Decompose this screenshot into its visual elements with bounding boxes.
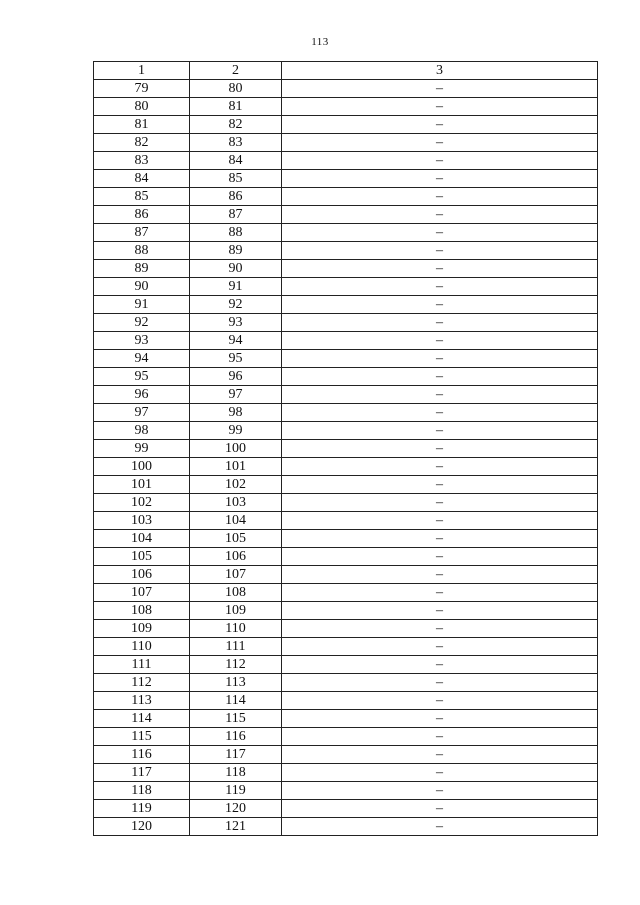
table-cell-col-3: – — [282, 494, 598, 512]
table-row — [94, 242, 598, 260]
table-row — [94, 116, 598, 134]
table-row — [94, 548, 598, 566]
table-cell-col-1: 82 — [94, 134, 190, 152]
table-row — [94, 566, 598, 584]
table-cell-col-1: 94 — [94, 350, 190, 368]
table-cell-col-1: 102 — [94, 494, 190, 512]
table-cell-col-2: 109 — [190, 602, 282, 620]
table-cell-col-3: – — [282, 206, 598, 224]
table-cell-col-1: 100 — [94, 458, 190, 476]
table-cell-col-1: 80 — [94, 98, 190, 116]
table-row — [94, 98, 598, 116]
table-cell-col-1: 109 — [94, 620, 190, 638]
table-cell-col-1: 83 — [94, 152, 190, 170]
table-cell-col-3: – — [282, 710, 598, 728]
table-cell-col-2: 113 — [190, 674, 282, 692]
table-row — [94, 80, 598, 98]
table-cell-col-3: – — [282, 620, 598, 638]
table-cell-col-2: 104 — [190, 512, 282, 530]
table-cell-col-1: 81 — [94, 116, 190, 134]
table-cell-col-2: 89 — [190, 242, 282, 260]
table-cell-col-1: 90 — [94, 278, 190, 296]
table-cell-col-3: – — [282, 116, 598, 134]
table-cell-col-3: – — [282, 170, 598, 188]
table-cell-col-3: – — [282, 692, 598, 710]
column-header-3: 3 — [282, 62, 598, 80]
table-cell-col-3: – — [282, 458, 598, 476]
table-row — [94, 602, 598, 620]
table-cell-col-3: – — [282, 548, 598, 566]
table-row — [94, 764, 598, 782]
table-row — [94, 710, 598, 728]
table-row — [94, 170, 598, 188]
table-row — [94, 404, 598, 422]
table-cell-col-1: 111 — [94, 656, 190, 674]
table-cell-col-1: 97 — [94, 404, 190, 422]
table-cell-col-2: 97 — [190, 386, 282, 404]
table-cell-col-2: 85 — [190, 170, 282, 188]
data-table — [93, 61, 598, 836]
table-row — [94, 692, 598, 710]
table-cell-col-3: – — [282, 602, 598, 620]
table-cell-col-2: 82 — [190, 116, 282, 134]
table-cell-col-2: 84 — [190, 152, 282, 170]
table-cell-col-2: 96 — [190, 368, 282, 386]
table-cell-col-2: 106 — [190, 548, 282, 566]
table-cell-col-1: 88 — [94, 242, 190, 260]
table-cell-col-2: 117 — [190, 746, 282, 764]
table-cell-col-1: 114 — [94, 710, 190, 728]
table-cell-col-2: 95 — [190, 350, 282, 368]
table-row — [94, 332, 598, 350]
table-cell-col-2: 118 — [190, 764, 282, 782]
table-cell-col-1: 115 — [94, 728, 190, 746]
table-cell-col-1: 87 — [94, 224, 190, 242]
table-row — [94, 782, 598, 800]
column-header-2: 2 — [190, 62, 282, 80]
table-cell-col-1: 91 — [94, 296, 190, 314]
table-cell-col-2: 103 — [190, 494, 282, 512]
table-cell-col-2: 120 — [190, 800, 282, 818]
table-header — [94, 62, 598, 80]
table-cell-col-2: 112 — [190, 656, 282, 674]
table-cell-col-3: – — [282, 332, 598, 350]
table-cell-col-2: 121 — [190, 818, 282, 836]
table-row — [94, 512, 598, 530]
table-cell-col-2: 87 — [190, 206, 282, 224]
table-cell-col-2: 90 — [190, 260, 282, 278]
table-cell-col-3: – — [282, 152, 598, 170]
table-cell-col-3: – — [282, 566, 598, 584]
table-row — [94, 224, 598, 242]
table-cell-col-2: 98 — [190, 404, 282, 422]
table-cell-col-2: 100 — [190, 440, 282, 458]
table-cell-col-3: – — [282, 476, 598, 494]
table-cell-col-2: 91 — [190, 278, 282, 296]
table-cell-col-3: – — [282, 188, 598, 206]
table-cell-col-1: 89 — [94, 260, 190, 278]
table-cell-col-3: – — [282, 674, 598, 692]
table-row — [94, 656, 598, 674]
table-row — [94, 260, 598, 278]
table-row — [94, 368, 598, 386]
table-cell-col-1: 119 — [94, 800, 190, 818]
table-cell-col-3: – — [282, 98, 598, 116]
table-row — [94, 152, 598, 170]
table-cell-col-2: 110 — [190, 620, 282, 638]
table-cell-col-1: 98 — [94, 422, 190, 440]
table-row — [94, 620, 598, 638]
table-cell-col-1: 93 — [94, 332, 190, 350]
table-cell-col-2: 114 — [190, 692, 282, 710]
table-cell-col-3: – — [282, 800, 598, 818]
table-row — [94, 674, 598, 692]
table-row — [94, 800, 598, 818]
table-cell-col-2: 81 — [190, 98, 282, 116]
header-row — [94, 62, 598, 80]
table-cell-col-2: 94 — [190, 332, 282, 350]
table-cell-col-1: 110 — [94, 638, 190, 656]
table-cell-col-3: – — [282, 656, 598, 674]
table-cell-col-2: 93 — [190, 314, 282, 332]
table-cell-col-1: 116 — [94, 746, 190, 764]
table-cell-col-1: 103 — [94, 512, 190, 530]
table-cell-col-3: – — [282, 134, 598, 152]
table-row — [94, 494, 598, 512]
table-cell-col-3: – — [282, 440, 598, 458]
table-cell-col-3: – — [282, 296, 598, 314]
table-cell-col-3: – — [282, 80, 598, 98]
table-cell-col-3: – — [282, 764, 598, 782]
table-cell-col-2: 115 — [190, 710, 282, 728]
table-cell-col-3: – — [282, 782, 598, 800]
table-cell-col-1: 120 — [94, 818, 190, 836]
table-row — [94, 818, 598, 836]
table-cell-col-1: 112 — [94, 674, 190, 692]
table-cell-col-3: – — [282, 224, 598, 242]
table-cell-col-2: 116 — [190, 728, 282, 746]
table-cell-col-3: – — [282, 386, 598, 404]
table-row — [94, 188, 598, 206]
page-number: 113 — [311, 36, 329, 48]
table-row — [94, 386, 598, 404]
table-cell-col-2: 86 — [190, 188, 282, 206]
table-cell-col-1: 105 — [94, 548, 190, 566]
table-row — [94, 350, 598, 368]
table-cell-col-1: 106 — [94, 566, 190, 584]
table-row — [94, 314, 598, 332]
table-cell-col-1: 96 — [94, 386, 190, 404]
table-cell-col-1: 79 — [94, 80, 190, 98]
table-cell-col-1: 113 — [94, 692, 190, 710]
table-cell-col-3: – — [282, 260, 598, 278]
table-cell-col-3: – — [282, 728, 598, 746]
table-cell-col-2: 101 — [190, 458, 282, 476]
table-row — [94, 422, 598, 440]
table-cell-col-3: – — [282, 422, 598, 440]
table-cell-col-3: – — [282, 530, 598, 548]
table-cell-col-1: 101 — [94, 476, 190, 494]
table-cell-col-2: 107 — [190, 566, 282, 584]
table-row — [94, 746, 598, 764]
table-cell-col-1: 118 — [94, 782, 190, 800]
table-cell-col-2: 105 — [190, 530, 282, 548]
table-cell-col-3: – — [282, 278, 598, 296]
table-cell-col-3: – — [282, 746, 598, 764]
table-cell-col-1: 108 — [94, 602, 190, 620]
table-body — [94, 80, 598, 836]
table-cell-col-2: 88 — [190, 224, 282, 242]
table-cell-col-3: – — [282, 314, 598, 332]
table-cell-col-1: 107 — [94, 584, 190, 602]
table-row — [94, 206, 598, 224]
table-cell-col-2: 119 — [190, 782, 282, 800]
table-row — [94, 296, 598, 314]
table-row — [94, 530, 598, 548]
table-cell-col-2: 111 — [190, 638, 282, 656]
table-cell-col-3: – — [282, 512, 598, 530]
table-cell-col-1: 95 — [94, 368, 190, 386]
table-row — [94, 440, 598, 458]
table-row — [94, 278, 598, 296]
table-row — [94, 584, 598, 602]
table-cell-col-3: – — [282, 818, 598, 836]
table-cell-col-1: 99 — [94, 440, 190, 458]
table-cell-col-2: 83 — [190, 134, 282, 152]
table-cell-col-1: 86 — [94, 206, 190, 224]
table-cell-col-1: 84 — [94, 170, 190, 188]
table-cell-col-2: 92 — [190, 296, 282, 314]
table-cell-col-1: 85 — [94, 188, 190, 206]
table-cell-col-2: 108 — [190, 584, 282, 602]
table-row — [94, 728, 598, 746]
table-cell-col-3: – — [282, 242, 598, 260]
table-cell-col-3: – — [282, 368, 598, 386]
table-cell-col-3: – — [282, 404, 598, 422]
table-cell-col-1: 92 — [94, 314, 190, 332]
table-row — [94, 638, 598, 656]
table-cell-col-2: 99 — [190, 422, 282, 440]
table-row — [94, 134, 598, 152]
table-cell-col-2: 80 — [190, 80, 282, 98]
table-cell-col-3: – — [282, 350, 598, 368]
table-row — [94, 458, 598, 476]
table-cell-col-3: – — [282, 584, 598, 602]
table-cell-col-1: 104 — [94, 530, 190, 548]
table-cell-col-3: – — [282, 638, 598, 656]
table-cell-col-1: 117 — [94, 764, 190, 782]
table-row — [94, 476, 598, 494]
table-cell-col-2: 102 — [190, 476, 282, 494]
column-header-1: 1 — [94, 62, 190, 80]
